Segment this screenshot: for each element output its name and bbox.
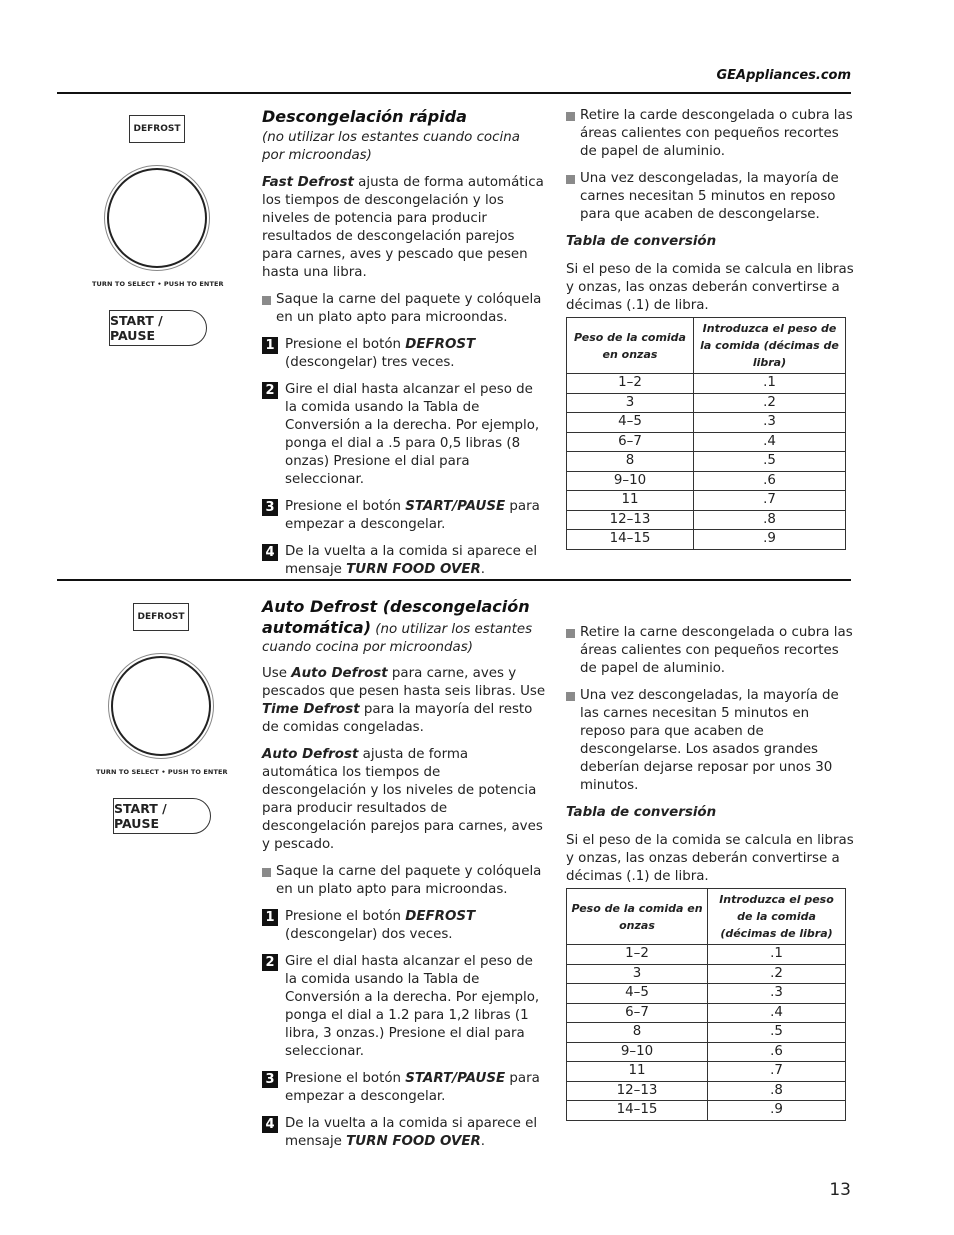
bullet-square-icon — [566, 629, 575, 638]
top-rule — [57, 92, 851, 94]
intro-paragraph: Fast Defrost ajusta de forma automática los tiempos de descongelación y los niveles de potencia para producir resultados de descongelación parejos para carnes, aves y pescado que pesen hasta una libra. — [262, 175, 544, 280]
bullet-item: Saque la carne del paquete y colóquela en un plato apto para microondas. — [262, 863, 546, 899]
tenths-cell: .1 — [708, 945, 846, 965]
step-4: 4 De la vuelta a la comida si aparece el mensaje TURN FOOD OVER. — [262, 543, 546, 579]
ounces-cell: 3 — [567, 393, 694, 413]
tenths-cell: .2 — [708, 964, 846, 984]
start-pause-button-illustration: START / PAUSE — [113, 798, 211, 834]
table-header: Peso de la comida en onzas — [567, 889, 708, 945]
table-intro: Si el peso de la comida se calcula en libras y onzas, las onzas deberán convertirse a décimas (.1) de libra. — [566, 262, 854, 313]
tenths-cell: .8 — [708, 1081, 846, 1101]
table-row — [567, 1101, 846, 1121]
ounces-cell: 12–13 — [567, 1081, 708, 1101]
ounces-cell: 6–7 — [567, 1003, 708, 1023]
tenths-cell: .4 — [708, 1003, 846, 1023]
table-title: Tabla de conversión — [566, 805, 717, 820]
tenths-cell: .9 — [694, 530, 846, 550]
table-row — [567, 1003, 846, 1023]
fast-defrost-column — [262, 107, 546, 588]
ounces-cell: 1–2 — [567, 374, 694, 394]
bullet-item: Saque la carne del paquete y colóquela en un plato apto para microondas. — [262, 291, 546, 327]
table-header: Introduzca el peso de la comida (décimas de libra) — [708, 889, 846, 945]
table-row — [567, 530, 846, 550]
ounces-cell: 1–2 — [567, 945, 708, 965]
step-2: 2 Gire el dial hasta alcanzar el peso de la comida usando la Tabla de Conversión a la derecha. Por ejemplo, ponga el dial a 1.2 para 1,2 libras (1 libra, 3 onzas.) Presione el dial para seleccionar. — [262, 953, 546, 1061]
step-1: 1 Presione el botón DEFROST (descongelar) tres veces. — [262, 336, 546, 372]
tenths-cell: .1 — [694, 374, 846, 394]
dial-knob — [107, 168, 207, 268]
ounces-cell: 4–5 — [567, 984, 708, 1004]
ounces-cell: 6–7 — [567, 432, 694, 452]
auto-defrost-right-column — [566, 624, 854, 1121]
ounces-cell: 14–15 — [567, 530, 694, 550]
ounces-cell: 11 — [567, 1062, 708, 1082]
table-intro: Si el peso de la comida se calcula en libras y onzas, las onzas deberán convertirse a décimas (.1) de libra. — [566, 833, 854, 884]
conversion-table — [566, 888, 846, 1121]
intro-paragraph: Auto Defrost ajusta de forma automática los tiempos de descongelación y los niveles de potencia para producir resultados de descongelación parejos para carnes, aves y pescado. — [262, 747, 543, 852]
bullet-square-icon — [262, 868, 271, 877]
dial-caption: TURN TO SELECT • PUSH TO ENTER — [92, 280, 224, 288]
table-row — [567, 471, 846, 491]
dial-caption: TURN TO SELECT • PUSH TO ENTER — [96, 768, 228, 776]
tenths-cell: .8 — [694, 510, 846, 530]
table-row — [567, 452, 846, 472]
table-row — [567, 945, 846, 965]
page-number: 13 — [829, 1180, 851, 1200]
section-title: Descongelación rápida — [262, 107, 467, 126]
table-row — [567, 1023, 846, 1043]
conversion-table — [566, 317, 846, 550]
ounces-cell: 8 — [567, 452, 694, 472]
ounces-cell: 3 — [567, 964, 708, 984]
table-header: Peso de la comida en onzas — [567, 318, 694, 374]
ounces-cell: 9–10 — [567, 1042, 708, 1062]
ounces-cell: 12–13 — [567, 510, 694, 530]
table-row — [567, 393, 846, 413]
defrost-button-illustration: DEFROST — [129, 115, 185, 143]
tenths-cell: .6 — [708, 1042, 846, 1062]
bullet-item: Una vez descongeladas, la mayoría de las carnes necesitan 5 minutos en reposo para que acaben de descongelarse. Los asados grandes deberían dejarse reposar por unos 30 minutos. — [566, 687, 854, 795]
bullet-item: Retire la carde descongelada o cubra las áreas calientes con pequeños recortes de papel de aluminio. — [566, 107, 854, 161]
table-row — [567, 1042, 846, 1062]
tenths-cell: .3 — [694, 413, 846, 433]
auto-defrost-column — [262, 597, 546, 1160]
use-paragraph: Use Auto Defrost para carne, aves y pescados que pesen hasta seis libras. Use Time Defrost para la mayoría del resto de comidas congeladas. — [262, 666, 546, 735]
step-4: 4 De la vuelta a la comida si aparece el mensaje TURN FOOD OVER. — [262, 1115, 546, 1151]
step-1: 1 Presione el botón DEFROST (descongelar) dos veces. — [262, 908, 546, 944]
section-title-block — [262, 597, 546, 657]
tenths-cell: .3 — [708, 984, 846, 1004]
table-row — [567, 413, 846, 433]
bullet-item: Una vez descongeladas, la mayoría de carnes necesitan 5 minutos en reposo para que acaben de descongelarse. — [566, 170, 854, 224]
table-title: Tabla de conversión — [566, 234, 717, 249]
tenths-cell: .5 — [694, 452, 846, 472]
ounces-cell: 4–5 — [567, 413, 694, 433]
bullet-square-icon — [566, 692, 575, 701]
site-url: GEAppliances.com — [716, 68, 851, 83]
fast-defrost-right-column — [566, 107, 854, 550]
tenths-cell: .2 — [694, 393, 846, 413]
tenths-cell: .6 — [694, 471, 846, 491]
start-pause-button-illustration: START / PAUSE — [109, 310, 207, 346]
ounces-cell: 14–15 — [567, 1101, 708, 1121]
tenths-cell: .7 — [694, 491, 846, 511]
ounces-cell: 8 — [567, 1023, 708, 1043]
bullet-square-icon — [262, 296, 271, 305]
table-row — [567, 964, 846, 984]
table-row — [567, 432, 846, 452]
table-row — [567, 491, 846, 511]
step-3: 3 Presione el botón START/PAUSE para empezar a descongelar. — [262, 1070, 546, 1106]
section-subtitle: (no utilizar los estantes cuando cocina por microondas) — [262, 130, 520, 163]
table-row — [567, 1062, 846, 1082]
bullet-item: Retire la carne descongelada o cubra las áreas calientes con pequeños recortes de papel de aluminio. — [566, 624, 854, 678]
table-row — [567, 374, 846, 394]
table-row — [567, 984, 846, 1004]
table-row — [567, 1081, 846, 1101]
tenths-cell: .9 — [708, 1101, 846, 1121]
table-header: Introduzca el peso de la comida (décimas de libra) — [694, 318, 846, 374]
step-2: 2 Gire el dial hasta alcanzar el peso de la comida usando la Tabla de Conversión a la derecha. Por ejemplo, ponga el dial a .5 para 0,5 libras (8 onzas) Presione el dial para seleccionar. — [262, 381, 546, 489]
bullet-square-icon — [566, 112, 575, 121]
tenths-cell: .7 — [708, 1062, 846, 1082]
bullet-square-icon — [566, 175, 575, 184]
section-subtitle: (no utilizar los estantes cuando cocina por microondas) — [262, 622, 533, 655]
ounces-cell: 9–10 — [567, 471, 694, 491]
tenths-cell: .5 — [708, 1023, 846, 1043]
defrost-button-illustration: DEFROST — [133, 603, 189, 631]
tenths-cell: .4 — [694, 432, 846, 452]
table-row — [567, 510, 846, 530]
ounces-cell: 11 — [567, 491, 694, 511]
step-3: 3 Presione el botón START/PAUSE para empezar a descongelar. — [262, 498, 546, 534]
dial-knob — [111, 656, 211, 756]
section-title: Auto Defrost (descongelación automática) — [262, 597, 530, 637]
